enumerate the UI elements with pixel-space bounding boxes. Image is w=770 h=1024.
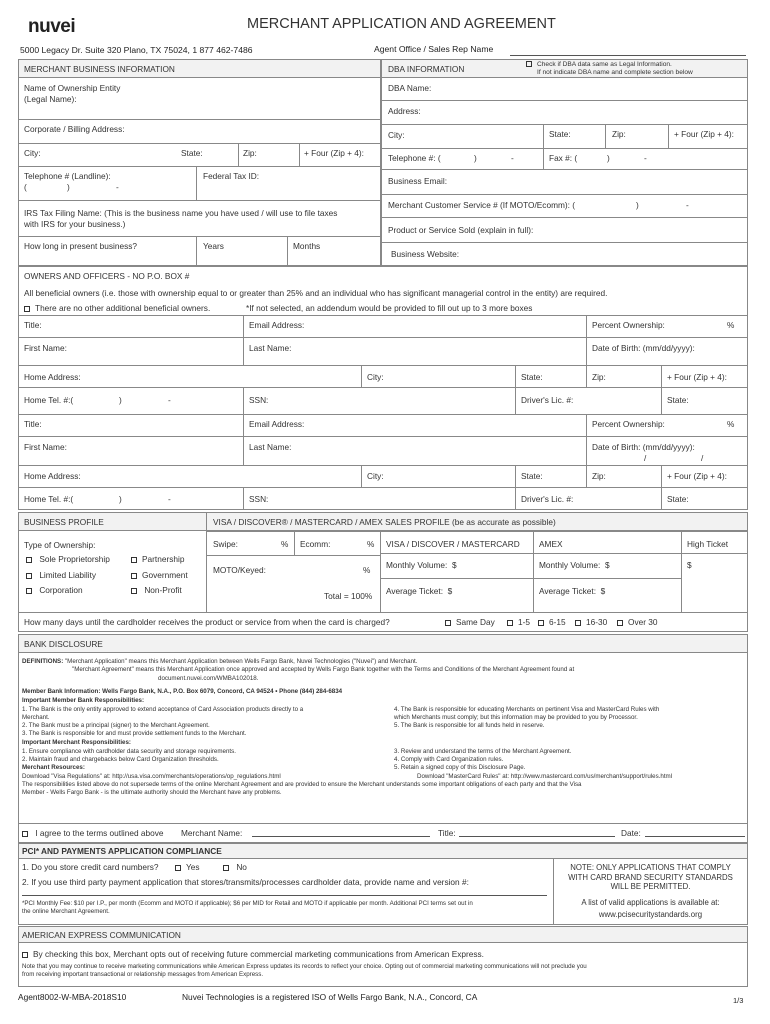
delivery-question: How many days until the cardholder receives the product or service from when the card is charged? [24,617,390,627]
owner2-percent-sign: % [727,419,735,429]
agent-office-label: Agent Office / Sales Rep Name [374,44,494,54]
dba-telephone-label[interactable] [388,153,441,163]
divider [668,124,669,148]
agree-title-label: Title: [438,828,456,838]
divider [294,531,295,555]
owner2-ssn-label[interactable]: SSN: [249,494,269,504]
vdm-column-label: VISA / DISCOVER / MASTERCARD [386,539,520,549]
pci-q1: 1. Do you store credit card numbers? [22,862,159,872]
divider [18,612,748,613]
dba-same-checkbox[interactable] [526,61,672,69]
divider [206,512,207,612]
swipe-label[interactable]: Swipe: [213,539,238,549]
company-address: 5000 Legacy Dr. Suite 320 Plano, TX 75024, 1 877 462-7486 [20,45,253,55]
bank-resp-1b: Merchant. [22,714,50,721]
divider [18,143,381,144]
owner1-dl-state-label[interactable]: State: [667,395,689,405]
dba-email-label[interactable]: Business Email: [388,176,448,186]
divider [243,315,244,337]
corporation-checkbox[interactable] [26,585,83,595]
high-ticket-label: High Ticket [687,539,729,549]
agent-office-line[interactable] [510,55,746,56]
nonprofit-label: Non-Profit [144,585,182,595]
telephone-paren-close: ) [67,182,70,192]
owner1-tel-paren-close: ) [119,395,122,405]
divider [18,465,748,466]
owner1-dob-label[interactable]: Date of Birth: (mm/dd/yyyy): [592,343,695,353]
years-label[interactable]: Years [203,241,224,251]
telephone-label[interactable]: Telephone # (Landline): [24,171,111,181]
amex-note-1a: Note that you may continue to receive marketing communications while American Express updates its records [22,963,323,970]
bank-resp-4b: which Merchants must comply; but this information may be provided to you by Processor. [394,714,638,721]
owner2-dob-label[interactable]: Date of Birth: (mm/dd/yyyy): [592,442,695,452]
divider [299,143,300,166]
days-1-5-checkbox[interactable] [507,617,530,627]
owner2-state-label[interactable]: State: [521,471,543,481]
same-day-label: Same Day [456,617,495,627]
pci-note-line-3: WILL BE PERMITTED. [610,882,691,891]
divider [543,148,544,169]
dollar-sign: $ [451,560,457,570]
pci-standards-link[interactable]: www.pcisecuritystandards.org [598,910,703,919]
divider [206,555,380,556]
bank-resp-4: 4. The Bank is responsible for educating Merchants on pertinent Visa and MasterCard Rules with [394,706,660,713]
divider [243,487,244,510]
amex-note-2: from receiving important transactional or relationship messages from American Express. [22,971,264,978]
divider [380,578,681,579]
telephone-dash: - [116,182,119,192]
corporation-label: Corporation [39,585,83,595]
sales-profile-title: VISA / DISCOVER® / MASTERCARD / AMEX SALES PROFILE (be as accurate as possible) [213,517,556,527]
days-6-15-label: 6-15 [549,617,566,627]
amex-column-label: AMEX [539,539,563,549]
divider [586,365,587,387]
agree-date-line[interactable] [645,836,745,837]
owner1-city-label[interactable]: City: [367,372,384,382]
paren-open: ( [572,200,576,210]
important-bank-heading: Important Member Bank Responsibilities: [22,697,145,704]
divider [18,487,748,488]
checkbox-icon[interactable] [617,620,623,626]
over-30-label: Over 30 [628,617,658,627]
divider [196,236,197,266]
important-merchant-heading: Important Merchant Responsibilities: [22,739,131,746]
divider [381,148,748,149]
bank-disclosure-title: BANK DISCLOSURE [24,639,103,649]
checkbox-icon[interactable] [526,61,532,67]
amex-optout-label: By checking this box, Merchant opts out of receiving future commercial marketing communications from American Express. [33,949,484,959]
bank-resp-1: 1. The Bank is the only entity approved to extend acceptance of Card Association products directly to a [22,706,304,713]
owner2-drivers-label[interactable]: Driver's Lic. #: [521,494,574,504]
legal-name-label[interactable]: (Legal Name): [24,94,77,104]
ownership-type-label: Type of Ownership: [24,540,96,550]
pci-q2: 2. If you use third party payment application that stores/transmits/processes cardholder data, provide name and version #: [22,877,469,887]
merchant-business-title: MERCHANT BUSINESS INFORMATION [24,64,175,74]
merchant-zip-label[interactable]: Zip: [243,148,257,158]
monthly-volume-text: Monthly Volume: [386,560,448,570]
checkbox-icon[interactable] [22,952,28,958]
telephone-paren-open: ( [24,182,27,192]
divider [586,414,587,487]
dba-fax-text: Fax #: [549,153,573,163]
amex-note-1b: to reflect your choice. Opting out of commercial marketing communications will not preclude you [324,963,587,970]
page-title: MERCHANT APPLICATION AND AGREEMENT [247,16,556,32]
divider [381,169,748,170]
sole-prop-label: Sole Proprietorship [39,554,110,564]
owner1-last-label[interactable]: Last Name: [249,343,292,353]
government-checkbox[interactable] [131,570,188,580]
customer-service-text: Merchant Customer Service # (If MOTO/Ecomm): [388,200,570,210]
checkbox-icon[interactable] [175,865,181,871]
divider [18,166,381,167]
owner2-zip4-label[interactable]: + Four (Zip + 4): [667,471,727,481]
merchant-resp-2: 2. Maintain fraud and chargebacks below Card Organization thresholds. [22,756,219,763]
pci-yes-checkbox[interactable] [175,862,200,872]
dba-state-label[interactable]: State: [549,129,571,139]
bank-disclosure-header [18,634,748,653]
divider [661,365,662,414]
ecomm-label[interactable]: Ecomm: [300,539,331,549]
owners-header: OWNERS AND OFFICERS - NO P.O. BOX # [24,271,190,281]
divider [18,365,748,366]
owner1-email-label[interactable]: Email Address: [249,320,305,330]
dba-city-label[interactable]: City: [388,130,405,140]
amex-optout-checkbox[interactable] [22,949,484,959]
vdm-average-ticket-label[interactable] [386,586,452,596]
divider [381,100,748,101]
dba-name-label[interactable]: DBA Name: [388,83,432,93]
bank-resp-2: 2. The Bank must be a principal (signer) to the Merchant Agreement. [22,722,210,729]
checkbox-icon[interactable] [575,620,581,626]
pci-fee-note-2: the online Merchant Agreement. [22,908,110,915]
ownership-name-label: Name of Ownership Entity [24,83,121,93]
llc-label: Limited Liability [39,570,97,580]
owner2-title-label[interactable]: Title: [24,419,42,429]
over-30-checkbox[interactable] [617,617,658,627]
owner1-title-label[interactable]: Title: [24,320,42,330]
swipe-pct: % [281,539,289,549]
monthly-volume-text: Monthly Volume: [539,560,601,570]
paren-open: ( [574,153,578,163]
divider [287,236,288,266]
divider [18,236,381,237]
cs-dash: - [686,200,689,210]
owner1-tel-dash: - [168,395,171,405]
irs-name-label[interactable]: IRS Tax Filing Name: (This is the business name you have used / will use to file taxes [24,208,338,218]
divider [381,217,748,218]
dba-tel-paren-close: ) [474,153,477,163]
addendum-note: *If not selected, an addendum would be provided to fill out up to 3 more boxes [246,303,533,313]
owner2-last-label[interactable]: Last Name: [249,442,292,452]
dba-tel-dash: - [511,153,514,163]
divider [586,315,587,365]
months-label[interactable]: Months [293,241,321,251]
owner1-zip-label[interactable]: Zip: [592,372,606,382]
days-16-30-label: 16-30 [586,617,608,627]
divider [243,337,244,365]
owner2-city-label[interactable]: City: [367,471,384,481]
dba-fax-label[interactable] [549,153,577,163]
divider [206,531,748,532]
checkbox-icon[interactable] [22,831,28,837]
divider [243,414,244,465]
divider [381,242,748,243]
moto-pct: % [363,565,371,575]
divider [18,337,748,338]
checkbox-icon[interactable] [131,557,137,563]
sole-prop-checkbox[interactable] [26,554,110,564]
days-1-5-label: 1-5 [518,617,530,627]
pci-list-note: A list of valid applications is available at: [581,897,720,907]
dba-telephone-text: Telephone #: [388,153,436,163]
dba-same-note: If not indicate DBA name and complete section below [537,69,693,76]
owner2-home-tel-label[interactable]: Home Tel. #:( [24,494,74,504]
merchant-city-label[interactable]: City: [24,148,41,158]
agree-terms-checkbox[interactable] [22,828,164,838]
moto-label[interactable]: MOTO/Keyed: [213,565,266,575]
divider [18,315,748,316]
website-label[interactable]: Business Website: [391,249,460,259]
agree-title-line[interactable] [459,836,615,837]
agree-terms-label: I agree to the terms outlined above [35,828,164,838]
pci-no-checkbox[interactable] [223,862,247,872]
owner2-dob-slash-2: / [701,453,704,463]
divider [380,531,381,612]
divider [18,200,381,201]
checkbox-icon[interactable] [26,573,32,579]
owner1-home-address-label[interactable]: Home Address: [24,372,81,382]
dba-title: DBA INFORMATION [388,64,465,74]
average-ticket-text: Average Ticket: [539,586,597,596]
divider [361,365,362,387]
product-label[interactable]: Product or Service Sold (explain in full): [388,225,534,235]
federal-tax-label[interactable]: Federal Tax ID: [203,171,260,181]
vdm-monthly-volume-label[interactable] [386,560,457,570]
dba-address-label[interactable]: Address: [388,106,421,116]
owner1-state-label[interactable]: State: [521,372,543,382]
amex-monthly-volume-label[interactable] [539,560,610,570]
divider [381,194,748,195]
owner1-home-tel-label[interactable]: Home Tel. #:( [24,395,74,405]
dba-fax-paren-close: ) [607,153,610,163]
pci-fee-note: *PCI Monthly Fee: $10 per I.P., per month (Ecomm and MOTO if applicable); $6 per MID for Retail and MOTO if applicable per month. Additional PCI terms set out in [22,900,473,907]
divider [543,124,544,148]
divider [18,436,748,437]
government-label: Government [142,570,188,580]
divider [18,823,748,824]
iso-statement: Nuvei Technologies is a registered ISO of Wells Fargo Bank, N.A., Concord, CA [182,992,478,1002]
owners-note: All beneficial owners (i.e. those with ownership equal to or greater than 25% and an individual who has significant managerial control in the entity) are required. [24,288,608,298]
definition-1 [22,658,417,666]
merchant-name-label: Merchant Name: [181,828,243,838]
merchant-resp-4: 4. Comply with Card Organization rules. [394,756,504,763]
merchant-name-line[interactable] [252,836,430,837]
owner2-dob-slash-1: / [644,453,647,463]
checkbox-icon[interactable] [538,620,544,626]
divider [243,387,244,414]
owner2-percent-label[interactable]: Percent Ownership: [592,419,665,429]
partnership-label: Partnership [142,554,185,564]
average-ticket-text: Average Ticket: [386,586,444,596]
form-id: Agent8002-W-MBA-2018S10 [18,992,127,1002]
nuvei-logo: nuvei [28,16,76,37]
merchant-state-label[interactable]: State: [181,148,203,158]
checkbox-icon[interactable] [131,588,137,594]
definition-1-text: "Merchant Application" means this Merchant Application between Wells Fargo Bank, Nuvei Technologies ("Nuvei") and Merchant. [64,658,418,665]
llc-checkbox[interactable] [26,570,96,580]
ecomm-pct: % [367,539,375,549]
owner2-zip-label[interactable]: Zip: [592,471,606,481]
pci-no-label: No [236,862,247,872]
pci-compliance-note [553,863,748,920]
owner2-tel-paren-close: ) [119,494,122,504]
divider [196,166,197,200]
paren-open: ( [437,153,441,163]
total-label: Total = 100% [324,591,373,601]
pci-note-line-2: WITH CARD BRAND SECURITY STANDARDS [568,872,733,882]
cs-paren-close: ) [636,200,639,210]
merchant-resp-5: 5. Retain a signed copy of this Disclosure Page. [394,764,526,771]
days-16-30-checkbox[interactable] [575,617,607,627]
days-6-15-checkbox[interactable] [538,617,566,627]
checkbox-icon[interactable] [26,588,32,594]
checkbox-icon[interactable] [507,620,513,626]
page-number: 1/3 [733,996,744,1005]
pci-note-line-1: NOTE: ONLY APPLICATIONS THAT COMPLY [570,863,731,872]
amex-title: AMERICAN EXPRESS COMMUNICATION [22,930,181,940]
checkbox-icon[interactable] [445,620,451,626]
dollar-sign: $ [600,586,606,596]
merchant-resp-3: 3. Review and understand the terms of the Merchant Agreement. [394,748,572,755]
customer-service-label[interactable] [388,200,575,210]
owner1-drivers-label[interactable]: Driver's Lic. #: [521,395,574,405]
merchant-resources-heading: Merchant Resources: [22,764,85,771]
dba-fax-dash: - [644,153,647,163]
dba-zip-label[interactable]: Zip: [612,129,626,139]
divider [515,365,516,414]
dollar-sign: $ [604,560,610,570]
divider [605,124,606,148]
corporate-address-label[interactable]: Corporate / Billing Address: [24,124,125,134]
divider [238,143,239,166]
owner2-email-label[interactable]: Email Address: [249,419,305,429]
partnership-checkbox[interactable] [131,554,184,564]
owner1-percent-label[interactable]: Percent Ownership: [592,320,665,330]
owner1-first-label[interactable]: First Name: [24,343,67,353]
nonprofit-checkbox[interactable] [131,585,182,595]
pci-title: PCI* AND PAYMENTS APPLICATION COMPLIANCE [22,846,222,856]
divider [533,531,534,612]
divider [18,414,748,415]
bank-resp-5: 5. The Bank is responsible for all funds held in reserve. [394,722,545,729]
definitions-label: DEFINITIONS: [22,658,64,665]
amex-note [22,963,587,971]
owner2-tel-dash: - [168,494,171,504]
divider [380,553,748,554]
responsibilities-note-2: Member - Wells Fargo Bank - is the ultimate authority should the Merchant have any problems. [22,789,282,796]
checkbox-icon[interactable] [223,865,229,871]
checkbox-icon[interactable] [24,306,30,312]
owner2-first-label[interactable]: First Name: [24,442,67,452]
irs-name-label-2: with IRS for your business.) [24,219,126,229]
dba-same-label: Check if DBA data same as Legal Information. [537,61,672,68]
owner2-home-address-label[interactable]: Home Address: [24,471,81,481]
merchant-resp-1: 1. Ensure compliance with cardholder data security and storage requirements. [22,748,236,755]
no-other-owners-label: There are no other additional beneficial owners. [35,303,211,313]
divider [18,387,748,388]
pci-app-name-line[interactable] [22,895,547,896]
agree-date-label: Date: [621,828,641,838]
divider [681,531,682,612]
responsibilities-note: The responsibilities listed above do not supersede terms of the online Merchant Agreement and are provided to ensure the Merchant understands some important obligations of each party and that the Visa [22,781,582,788]
dollar-sign: $ [447,586,453,596]
owner2-dl-state-label[interactable]: State: [667,494,689,504]
mastercard-rules-link[interactable]: Download "MasterCard Rules" at: http://www.mastercard.com/us/merchant/support/rules.html [417,773,673,780]
divider [361,465,362,487]
merchant-zip4-label[interactable]: + Four (Zip + 4): [304,148,364,158]
owner1-percent-sign: % [727,320,735,330]
checkbox-icon[interactable] [26,557,32,563]
divider [381,124,748,125]
amex-average-ticket-label[interactable] [539,586,605,596]
no-other-owners-checkbox[interactable] [24,303,210,313]
owner1-zip4-label[interactable]: + Four (Zip + 4): [667,372,727,382]
high-ticket-dollar[interactable]: $ [687,560,692,570]
member-bank-info: Member Bank Information: Wells Fargo Bank, N.A., P.O. Box 6079, Concord, CA 94524 • Phone (844) 284-6834 [22,688,343,695]
business-profile-title: BUSINESS PROFILE [24,517,104,527]
dba-zip4-label[interactable]: + Four (Zip + 4): [674,129,734,139]
same-day-checkbox[interactable] [445,617,495,627]
definition-2: "Merchant Agreement" means this Merchant Application once approved and accepted by Wells Fargo Bank together with the Terms and Conditions of the Merchant Agreement found at [72,666,575,673]
divider [18,119,381,120]
visa-regulations-link[interactable]: Download "Visa Regulations" at: http://usa.visa.com/merchants/operations/op_regulations.html [22,773,281,780]
owner1-ssn-label[interactable]: SSN: [249,395,269,405]
definition-3: document.nuvei.com/WMBA102018. [158,675,259,682]
bank-resp-3: 3. The Bank is responsible for and must provide settlement funds to the Merchant. [22,730,247,737]
pci-yes-label: Yes [186,862,200,872]
checkbox-icon[interactable] [131,573,137,579]
how-long-label[interactable]: How long in present business? [24,241,137,251]
